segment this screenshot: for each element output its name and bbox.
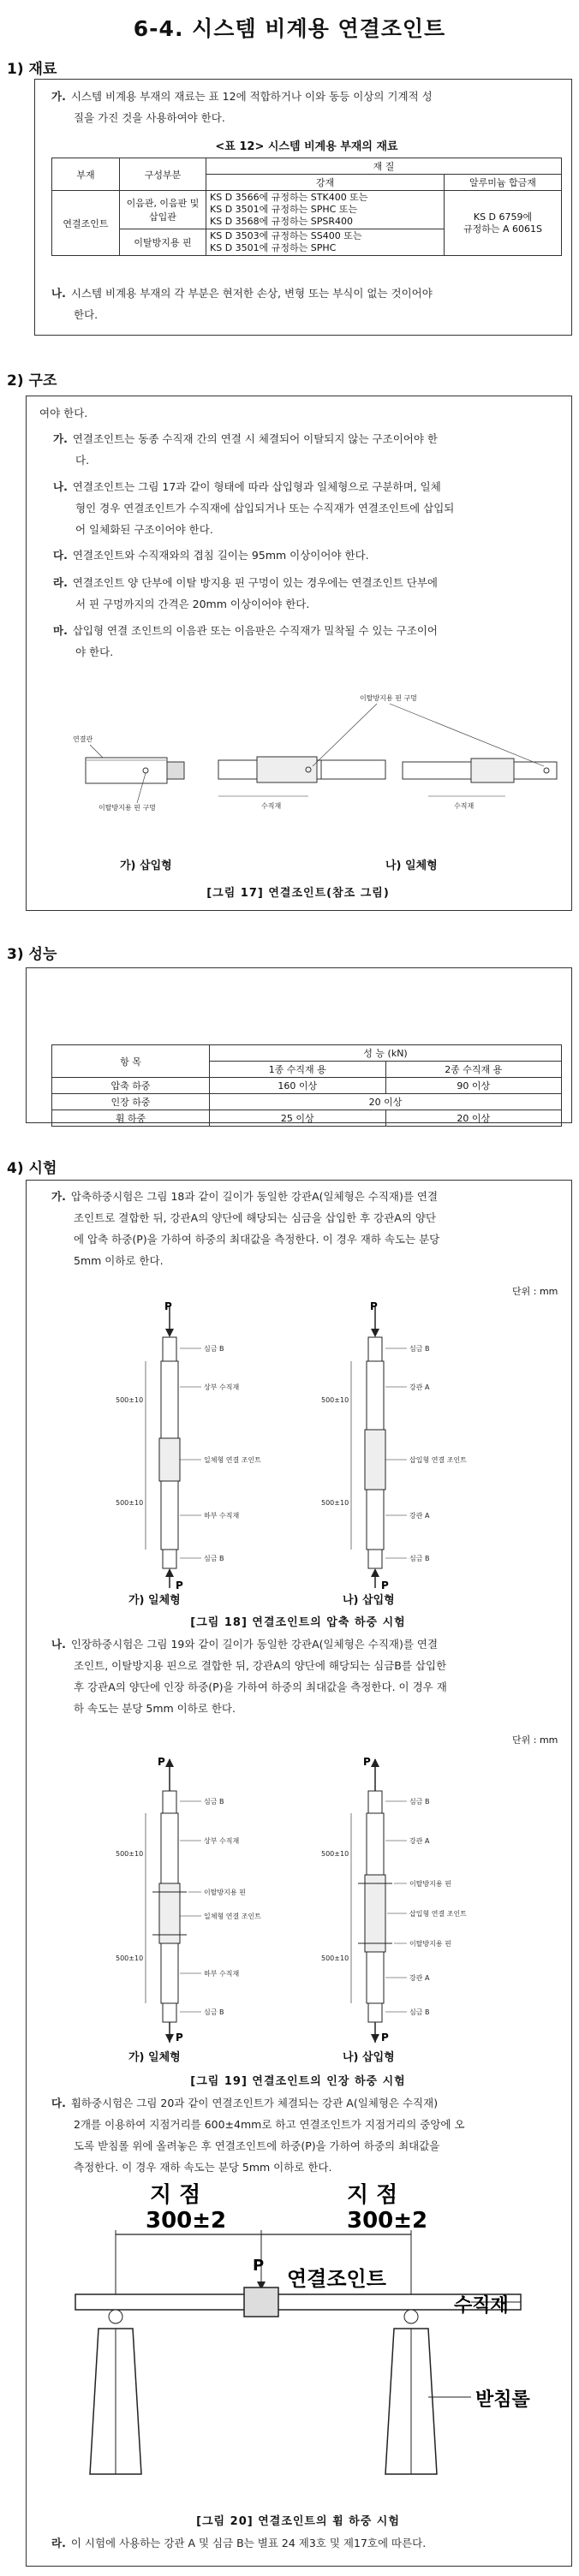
svg-text:심금 B: 심금 B — [409, 2008, 430, 2016]
cell-part: 연결조인트 — [52, 191, 120, 256]
structure-item-ra: 라. 연결조인트 양 단부에 이탈 방지용 핀 구멍이 있는 경우에는 연결조인트 단부에 서 핀 구멍까지의 간격은 20mm 이상이어야 한다. — [53, 576, 438, 610]
svg-text:500±10: 500±10 — [116, 1850, 144, 1858]
svg-text:심금 B: 심금 B — [409, 1555, 430, 1562]
fig19-label-a: 가) 일체형 — [128, 2051, 181, 2064]
svg-text:P: P — [176, 1580, 183, 1591]
test-para-ra: 라. 이 시험에 사용하는 강관 A 및 심금 B는 별표 24 제3호 및 제17호에 따른다. — [51, 2537, 427, 2549]
svg-text:일체형 연결 조인트: 일체형 연결 조인트 — [204, 1913, 261, 1920]
svg-text:일체형 연결 조인트: 일체형 연결 조인트 — [204, 1456, 261, 1464]
svg-text:500±10: 500±10 — [321, 1499, 349, 1507]
svg-text:받침롤: 받침롤 — [475, 2389, 530, 2411]
cell-comp1: 이음관, 이음판 및 삽입관 — [120, 191, 206, 229]
svg-text:이탈방지용 핀 구멍: 이탈방지용 핀 구멍 — [360, 694, 417, 702]
svg-text:이탈방지용 핀: 이탈방지용 핀 — [204, 1889, 246, 1896]
th-material: 재 질 — [206, 158, 562, 175]
th-c1: 1종 수직재 용 — [210, 1062, 386, 1078]
svg-text:P: P — [363, 1756, 371, 1768]
cell-comp1-steel: KS D 3566에 규정하는 STK400 또는 KS D 3501에 규정하는 SPHC 또는 KS D 3568에 규정하는 SPSR400 — [206, 191, 445, 229]
materials-para-na: 나. 시스템 비계용 부재의 각 부분은 현저한 손상, 변형 또는 부식이 없는 것이어야 한다. — [51, 287, 433, 321]
integral-type-joint-1 — [218, 757, 385, 810]
svg-text:수직재: 수직재 — [454, 802, 475, 810]
fig19-caption: [그림 19] 연결조인트의 인장 하중 시험 — [190, 2075, 406, 2088]
svg-text:500±10: 500±10 — [321, 1396, 349, 1404]
svg-text:삽입형 연결 조인트: 삽입형 연결 조인트 — [409, 1910, 467, 1918]
svg-text:500±10: 500±10 — [116, 1954, 144, 1962]
svg-text:심금 B: 심금 B — [409, 1345, 430, 1353]
test-para-da: 다. 휨하중시험은 그림 20과 같이 연결조인트가 체결되는 강관 A(일체형은 수직재) 2개를 이용하여 지점거리를 600±4mm로 하고 연결조인트가 지점거리의 중앙에 오 도록 받침롤 위에 올려놓은 후 연결조인트에 하중(P)을 가하여 하중의 최대값을 측정한다. 이 경우 재하 속도는 분당 5mm 이하로 한다. — [51, 2097, 465, 2174]
svg-text:이탈방지용 핀: 이탈방지용 핀 — [409, 1940, 451, 1948]
svg-text:연결조인트: 연결조인트 — [287, 2267, 386, 2291]
svg-text:하부 수직재: 하부 수직재 — [204, 1970, 240, 1978]
svg-text:심금 B: 심금 B — [204, 2008, 224, 2016]
fig17-label-b: 나) 일체형 — [385, 860, 438, 872]
svg-text:P: P — [158, 1756, 165, 1768]
insert-type-joint — [73, 735, 184, 812]
svg-text:강관 A: 강관 A — [409, 1512, 430, 1520]
structure-intro: 여야 한다. — [39, 407, 88, 419]
section-heading-structure: 2) 구조 — [7, 372, 57, 390]
fig20-caption: [그림 20] 연결조인트의 휨 하중 시험 — [196, 2515, 400, 2528]
fig19-label-b: 나) 삽입형 — [343, 2051, 395, 2064]
item-marker: 가. — [51, 90, 66, 103]
svg-text:심금 B: 심금 B — [204, 1345, 224, 1353]
svg-text:강관 A: 강관 A — [409, 1974, 430, 1982]
materials-para-ga: 가. 시스템 비계용 부재의 재료는 표 12에 적합하거나 이와 동등 이상의 기계적 성 질을 가진 것을 사용하여야 한다. — [51, 90, 433, 124]
figure-19-diagram — [51, 1755, 565, 2046]
structure-item-ma: 마. 삽입형 연결 조인트의 이음관 또는 이음판은 수직재가 밀착될 수 있는 구조이어 야 한다. — [53, 624, 438, 658]
svg-text:이탈방지용 핀: 이탈방지용 핀 — [409, 1880, 451, 1888]
svg-text:수직재: 수직재 — [454, 2295, 509, 2317]
svg-text:심금 B: 심금 B — [204, 1798, 224, 1806]
figure-20-diagram — [69, 2183, 548, 2500]
svg-text:P: P — [381, 1580, 389, 1591]
cell-comp2-steel: KS D 3503에 규정하는 SS400 또는 KS D 3501에 규정하는 SPHC — [206, 229, 445, 256]
th-alu: 알루미늄 합금재 — [445, 175, 562, 191]
table-row: 휨 하중 25 이상 20 이상 — [52, 1110, 562, 1127]
table-row: 인장 하중 20 이상 — [52, 1094, 562, 1110]
page-title: 6-4. 시스템 비계용 연결조인트 — [133, 16, 446, 41]
fig17-caption: [그림 17] 연결조인트(참조 그림) — [206, 887, 390, 900]
table-caption: <표 12> 시스템 비계용 부재의 재료 — [215, 140, 398, 153]
unit-label-2: 단위 : mm — [512, 1734, 558, 1746]
structure-item-na: 나. 연결조인트는 그림 17과 같이 형태에 따라 삽입형과 일체형으로 구분하며, 일체 형인 경우 연결조인트가 수직재에 삽입되거나 또는 수직재가 연결조인트에 삽입되 어 일체화된 구조이어야 한다. — [53, 480, 455, 536]
table-row: 압축 하중 160 이상 90 이상 — [52, 1078, 562, 1094]
svg-text:P: P — [176, 2032, 183, 2044]
integral-type-joint-2 — [313, 693, 557, 810]
svg-text:심금 B: 심금 B — [204, 1555, 224, 1562]
figure-18-diagram — [51, 1301, 565, 1592]
svg-text:300±2: 300±2 — [146, 2208, 227, 2234]
svg-text:지 점: 지 점 — [347, 2183, 398, 2208]
unit-label-1: 단위 : mm — [512, 1286, 558, 1297]
section-heading-test: 4) 시험 — [7, 1160, 57, 1177]
materials-table — [51, 158, 562, 256]
svg-text:500±10: 500±10 — [116, 1396, 144, 1404]
svg-text:P: P — [381, 2032, 389, 2044]
th-steel: 강재 — [206, 175, 445, 191]
svg-text:상부 수직재: 상부 수직재 — [204, 1383, 240, 1391]
performance-table — [51, 1044, 562, 1127]
th-comp: 구성부분 — [120, 158, 206, 191]
cell-alu: KS D 6759에 규정하는 A 6061S — [445, 191, 562, 256]
fig17-label-a: 가) 삽입형 — [120, 860, 172, 872]
svg-text:삽입형 연결 조인트: 삽입형 연결 조인트 — [409, 1456, 467, 1464]
figure-17-diagram — [51, 676, 565, 848]
th-part: 부재 — [52, 158, 120, 191]
th-item: 항 목 — [52, 1045, 210, 1078]
th-c2: 2종 수직재 용 — [385, 1062, 562, 1078]
svg-text:지 점: 지 점 — [150, 2183, 201, 2208]
svg-text:500±10: 500±10 — [116, 1499, 144, 1507]
section-heading-materials: 1) 재료 — [7, 61, 57, 78]
fig18-caption: [그림 18] 연결조인트의 압축 하중 시험 — [190, 1616, 406, 1629]
fig18-label-a: 가) 일체형 — [128, 1594, 181, 1607]
svg-text:P: P — [370, 1301, 378, 1312]
cell-comp2: 이탈방지용 핀 — [120, 229, 206, 256]
svg-text:상부 수직재: 상부 수직재 — [204, 1837, 240, 1845]
svg-text:수직재: 수직재 — [261, 802, 282, 810]
section-heading-performance: 3) 성능 — [7, 946, 57, 963]
svg-text:심금 B: 심금 B — [409, 1798, 430, 1806]
th-perf: 성 능 (kN) — [210, 1045, 562, 1062]
structure-item-da: 다. 연결조인트와 수직재와의 겹침 길이는 95mm 이상이어야 한다. — [53, 549, 369, 562]
svg-text:이탈방지용 핀 구멍: 이탈방지용 핀 구멍 — [98, 804, 156, 812]
fig18-label-b: 나) 삽입형 — [343, 1594, 395, 1607]
test-para-ga: 가. 압축하중시험은 그림 18과 같이 길이가 동일한 강관A(일체형은 수직재)를 연결 조인트로 결합한 뒤, 강관A의 양단에 해당되는 심금을 삽입한 후 강관A의 양단 에 압축 하중(P)을 가하여 하중의 최대값을 측정한다. 이 경우 재하 속도는 분당 5mm 이하로 한다. — [51, 1190, 440, 1267]
svg-text:하부 수직재: 하부 수직재 — [204, 1512, 240, 1520]
svg-text:강관 A: 강관 A — [409, 1383, 430, 1391]
svg-text:P: P — [164, 1301, 172, 1312]
svg-text:300±2: 300±2 — [347, 2208, 428, 2234]
structure-item-ga: 가. 연결조인트는 동종 수직재 간의 연결 시 체결되어 이탈되지 않는 구조이어야 한 다. — [53, 432, 438, 467]
svg-text:연결관: 연결관 — [73, 735, 93, 743]
svg-text:500±10: 500±10 — [321, 1954, 349, 1962]
test-para-na: 나. 인장하중시험은 그림 19와 같이 길이가 동일한 강관A(일체형은 수직재)를 연결 조인트, 이탈방지용 핀으로 결합한 뒤, 강관A의 양단에 해당되는 심금B를 삽입한 후 강관A의 양단에 인장 하중(P)을 가하여 하중의 최대값을 측정한다. 이 경우 재 하 속도는 분당 5mm 이하로 한다. — [51, 1638, 447, 1715]
svg-text:P: P — [253, 2257, 265, 2275]
svg-text:500±10: 500±10 — [321, 1850, 349, 1858]
svg-text:강관 A: 강관 A — [409, 1837, 430, 1845]
